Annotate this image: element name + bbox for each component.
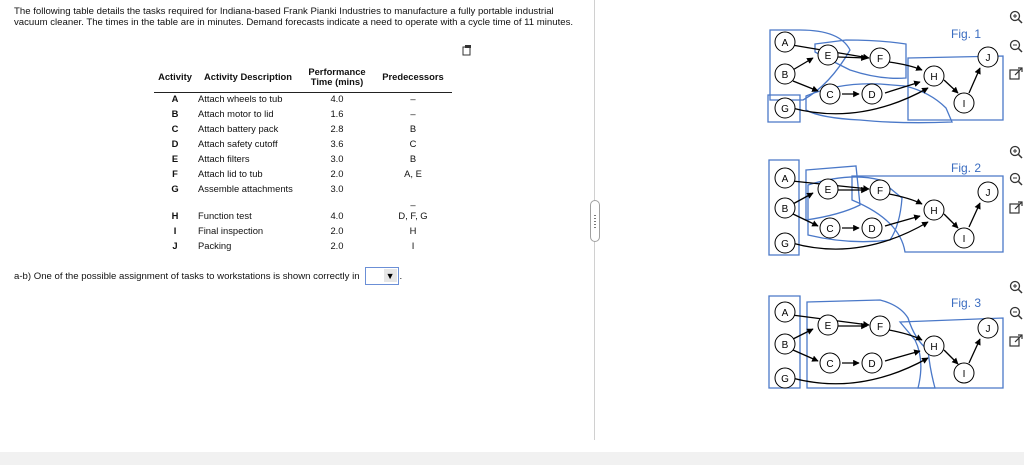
- figure-2: [769, 160, 1003, 255]
- cell-time: 4.0: [330, 209, 344, 221]
- cell-description: Assemble attachments: [198, 182, 293, 194]
- header-description: Activity Description: [196, 62, 300, 92]
- node-e: E: [824, 185, 832, 196]
- node-i: I: [962, 369, 966, 380]
- cell-description: Attach motor to lid: [198, 107, 274, 119]
- node-j: J: [985, 53, 991, 64]
- cell-id: D: [171, 137, 179, 149]
- header-activity: Activity: [154, 62, 196, 92]
- popout-icon[interactable]: [1009, 334, 1023, 348]
- cell-description: Packing: [198, 239, 232, 251]
- node-g: G: [781, 374, 789, 385]
- cell-pred: D, F, G: [398, 209, 428, 221]
- cell-pred: A, E: [404, 167, 422, 179]
- cell-pred: –: [410, 92, 416, 104]
- node-d: D: [868, 359, 876, 370]
- cell-pred: C: [409, 137, 417, 149]
- zoom-out-icon[interactable]: [1009, 172, 1023, 186]
- cell-id: C: [171, 122, 179, 134]
- cell-description: Attach filters: [198, 152, 250, 164]
- figure-3: [769, 296, 1003, 388]
- node-a: A: [781, 174, 789, 185]
- figure-toolbar: [1009, 0, 1024, 465]
- node-e: E: [824, 51, 832, 62]
- node-j: J: [985, 324, 991, 335]
- figure-label: Fig. 3: [951, 296, 982, 310]
- zoom-out-icon[interactable]: [1009, 306, 1023, 320]
- node-a: A: [781, 308, 789, 319]
- cell-time: 2.8: [330, 122, 344, 134]
- node-b: B: [781, 70, 789, 81]
- table-row: [154, 225, 452, 240]
- table-row: [154, 108, 452, 123]
- cell-description: Attach wheels to tub: [198, 92, 283, 104]
- zoom-in-icon[interactable]: [1009, 145, 1023, 159]
- answer-dropdown[interactable]: [365, 267, 399, 285]
- zoom-in-icon[interactable]: [1009, 280, 1023, 294]
- node-f: F: [876, 54, 884, 65]
- question-period: .: [399, 270, 403, 282]
- cell-id: A: [171, 92, 179, 104]
- node-c: C: [826, 224, 834, 235]
- cell-pred: I: [411, 239, 415, 251]
- node-a: A: [781, 38, 789, 49]
- table-row: [154, 138, 452, 153]
- header-predecessors: Predecessors: [374, 62, 452, 92]
- cell-time: 2.0: [330, 167, 344, 179]
- cell-description: Function test: [198, 209, 252, 221]
- cell-id: I: [173, 224, 177, 236]
- node-i: I: [962, 234, 966, 245]
- node-e: E: [824, 321, 832, 332]
- node-b: B: [781, 204, 789, 215]
- question-line: [14, 267, 402, 285]
- zoom-in-icon[interactable]: [1009, 10, 1023, 24]
- table-row: [154, 123, 452, 138]
- cell-description: Attach safety cutoff: [198, 137, 278, 149]
- node-h: H: [930, 206, 938, 217]
- table-header-row: [154, 62, 452, 92]
- node-d: D: [868, 90, 876, 101]
- table-row: [154, 92, 452, 108]
- copy-icon[interactable]: [462, 44, 472, 56]
- figure-1: [768, 27, 1003, 123]
- task-table: [154, 62, 452, 255]
- node-g: G: [781, 239, 789, 250]
- cell-time: 3.6: [330, 137, 344, 149]
- node-f: F: [876, 322, 884, 333]
- popout-icon[interactable]: [1009, 201, 1023, 215]
- node-c: C: [826, 359, 834, 370]
- zoom-out-icon[interactable]: [1009, 39, 1023, 53]
- cell-id: G: [171, 182, 179, 194]
- cell-time: 3.0: [330, 182, 344, 194]
- node-c: C: [826, 90, 834, 101]
- popout-icon[interactable]: [1009, 67, 1023, 81]
- figures-panel: [764, 20, 1004, 390]
- cell-description: Final inspection: [198, 224, 264, 236]
- cell-time: 1.6: [330, 107, 344, 119]
- cell-time: 2.0: [330, 239, 344, 251]
- cell-pred: –: [410, 107, 416, 119]
- node-j: J: [985, 188, 991, 199]
- bottom-bar: [0, 452, 1024, 465]
- cell-id: H: [171, 209, 179, 221]
- cell-pred: B: [409, 122, 417, 134]
- cell-time: 2.0: [330, 224, 344, 236]
- dropdown-arrow-icon[interactable]: ▼: [384, 269, 397, 282]
- node-b: B: [781, 340, 789, 351]
- pane-resize-handle[interactable]: [590, 200, 600, 242]
- cell-time: 4.0: [330, 92, 344, 104]
- node-h: H: [930, 72, 938, 83]
- figure-label: Fig. 1: [951, 27, 982, 41]
- table-row: [154, 210, 452, 225]
- table-row: [154, 240, 452, 255]
- cell-description: Attach lid to tub: [198, 167, 263, 179]
- cell-id: J: [172, 239, 178, 251]
- node-d: D: [868, 224, 876, 235]
- cell-id: F: [172, 167, 178, 179]
- table-row: [154, 183, 452, 210]
- cell-pred: H: [409, 224, 417, 236]
- node-g: G: [781, 104, 789, 115]
- node-i: I: [962, 99, 966, 110]
- question-text: a-b) One of the possible assignment of tasks to workstations is shown correctly in: [14, 270, 360, 282]
- table-row: [154, 168, 452, 183]
- cell-id: E: [171, 152, 179, 164]
- problem-statement: The following table details the tasks required for Indiana-based Frank Pianki Industries to manufacture a fully portable industrial vacuum cleaner. The times in the table are in minutes. Demand forecasts indicate a need to operate with a cycle time of 11 minutes.: [14, 6, 574, 28]
- figure-label: Fig. 2: [951, 161, 982, 175]
- node-h: H: [930, 342, 938, 353]
- header-time: Performance Time (mins): [300, 62, 374, 92]
- cell-pred: B: [409, 152, 417, 164]
- node-f: F: [876, 186, 884, 197]
- cell-pred: –: [410, 198, 416, 210]
- cell-description: Attach battery pack: [198, 122, 279, 134]
- cell-id: B: [171, 107, 179, 119]
- cell-time: 3.0: [330, 152, 344, 164]
- table-row: [154, 153, 452, 168]
